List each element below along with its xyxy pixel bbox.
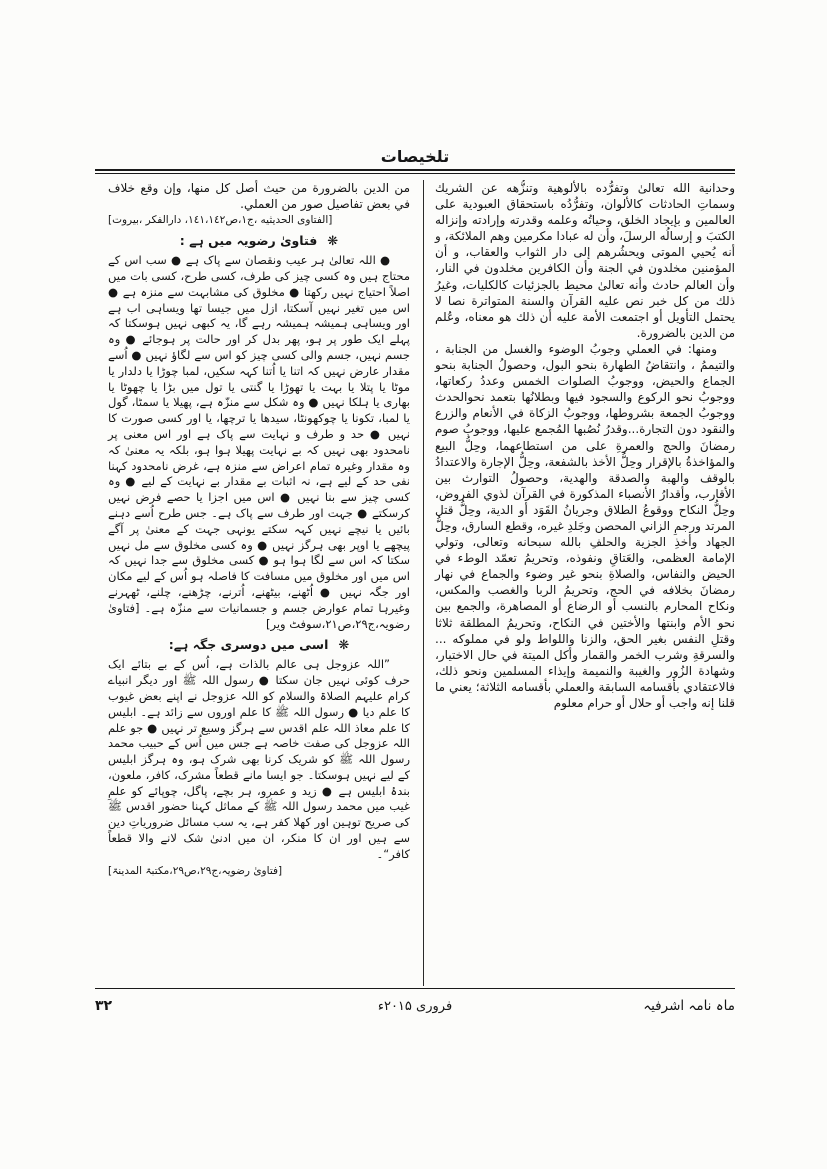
urdu-column-continuation: من الدين بالضرورة من حيث أصل كل منها، وإن وقع خلاف في بعض تفاصيل صور من العملي. [108, 181, 410, 212]
footer-magazine-name: ماہ نامہ اشرفیہ [643, 998, 735, 1014]
arabic-paragraph-continuation: وحدانية الله تعالىٰ وتفرُّده بالألوهية وتنزُّهه عن الشريك وسماتِ الحادثات كالألوان، وتفرُّدُه باستحقاق العبودية على العالمين و بإيجاد الخلق، وحياتُه وعلمه وقدرته وإرادته وإنزاله الكتبَ و إرسالُه الرسلَ، وأن له عبادا مكرمين وهم الملائكة، و أنه يُحيي الموتى ويحشُرهم إلى دار الثواب والعقاب، و أن المؤمنين مخلدون في الجنة وأن الكافرين مخلدون في النار، وأن العالم حادث وأنه تعالىٰ محيط بالجزئيات كالكليات، وغيرُ ذلك من كل خبر نص عليه القرآن والسنة المتواترة نصا لا يحتمل التأويل أو اجتمعت الأمة عليه أن ذلك هو معناه، وعُلم من الدين بالضرورة. [435, 181, 735, 340]
column-divider [423, 180, 424, 986]
right-column-arabic [424, 180, 735, 986]
header-divider [95, 169, 735, 174]
left-column-urdu [106, 180, 423, 986]
page-title: تلخیصات [380, 147, 450, 166]
citation-fatawa-hadithiyya: [الفتاوى الحديثيه ،ج١،ص١٤١،١٤٢، دارالفكر ،بيروت] [108, 214, 333, 227]
flower-ornament-icon: ❋ [338, 638, 350, 654]
heading-fatawa-razawiyya [108, 233, 410, 249]
flower-ornament-icon: ❋ [327, 234, 339, 250]
two-column-body [95, 180, 735, 986]
heading-fatawa-razawiyya-label: فتاویٰ رضویہ میں ہے : [179, 233, 318, 249]
page-content [95, 147, 735, 986]
page-footer [95, 988, 735, 1014]
heading-second-quote-label: اسی میں دوسری جگہ ہے: [168, 637, 329, 653]
heading-second-quote [108, 637, 410, 653]
citation-fatawa-razawiyya-maktaba-madina: [فتاویٰ رضویہ،ج۲۹،ص۲۹،مکتبۃ المدینۃ] [108, 864, 283, 877]
urdu-body-attributes-of-allah: ● اللہ تعالیٰ ہر عیب ونقصان سے پاک ہے ● سب اس کے محتاج ہیں وہ کسی چیز کی طرف، کسی طرح، کسی بات میں اصلاً احتیاج نہیں رکھتا ● مخلوق کی مشابہت سے منزہ ہے ● اس میں تغیر نہیں آسکتا، ازل میں جیسا تھا ویساہی اب ہے اور ویساہی ہمیشہ ہمیشہ رہے گا، یہ کبھی نہیں ہوسکتا کہ پہلے ایک طور پر ہو، پھر بدل کر اور حالت پر ہوجائے ● وہ جسم نہیں، جسم والی کسی چیز کو اس سے لگاؤ نہیں ● اُسے مقدار عارض نہیں کہ اتنا یا اُتنا کہہ سکیں، لمبا چوڑا یا دلدار یا موٹا یا پتلا یا بہت یا تھوڑا یا گنتی یا تول میں بڑا یا چھوٹا یا بھاری یا ہلکا نہیں ● وہ شکل سے منزّہ ہے، پھیلا یا سمٹا، گول یا لمبا، تکونا یا چوکھونٹا، سیدھا یا ترچھا، یا اور کسی صورت کا نہیں ● حد و طرف و نہایت سے پاک ہے اور اس معنی پر نامحدود بھی نہیں کہ بے نہایت پھیلا ہوا ہو، بلکہ یہ معنیٰ کہ وہ مقدار وغیرہ تمام اعراض سے منزہ ہے، غرض نامحدود کہنا نفی حد کے لیے ہے، نہ اثبات بے مقدار بے نہایت کے لیے ● وہ کسی چیز سے بنا نہیں ● اس میں اجزا یا حصے فرض نہیں کرسکتے ● جہت اور طرف سے پاک ہے۔ جس طرح اُسے دہنے بائیں یا نیچے نہیں کہہ سکتے یونہی جہت کے معنیٰ پر آگے پیچھے یا اوپر بھی ہرگز نہیں ● وہ کسی مخلوق سے مل نہیں سکتا کہ اس سے لگا ہوا ہو ● کسی مخلوق سے جدا نہیں کہ اس میں اور مخلوق میں مسافت کا فاصلہ ہو اُس کے لیے مکان اور جگہ نہیں ● اُٹھنے، بیٹھنے، اُترنے، چڑھنے، چلنے، ٹھہرنے وغیرہا تمام عوارض جسم و جسمانیات سے منزّہ ہے۔ [فتاویٰ رضویہ،ج۲۹،ص۲۱،سوفٹ ویر] [108, 253, 410, 631]
arabic-paragraph-amali: ومنها: في العملي وجوبُ الوضوء والغسل من الجنابة ، والتيممُ ، وانتقاضُ الطهارة بنحو البول، وحصولُ الجنابة بنحو الجماع والحيض، ووجوبُ الصلوات الخمس وعددُ ركعاتها، ووجوبُ نحو الركوع والسجود فيها وبطلانُها بتعمد نحوالحدث ووجوبُ الجمعة بشروطها، ووجوبُ الزكاة في الأنعام والزرع والنقود دون التجارة...وقدرُ نُصُبها المُجمع عليها، ووجوبُ صوم رمضانَ والحج والعمرةِ على من استطاعهما، وحِلُّ البيع والمؤاخذةُ بالإقرار وحِلُّ الأخذ بالشفعة، وحِلُّ الإجارة والاعتدادُ بالوقف والهبة والصدقة والهدية، وحصولُ التوارث بين الأقارب، وأقدارُ الأنصباء المذكورة في القرآن لذوي الفروض، وحِلُّ النكاح ووقوعُ الطلاق وجريانُ القَوَد أو الدية، وحِلُّ قتل المرتد ورجمِ الزاني المحصن وجَلدِ غيره، وقطع السارق، وحِلُّ الجهاد وأخذِ الجزية والحلفِ بالله سبحانه وتعالى، وتولي الإمامة العظمى، والعَتاقِ ونفوذه، وتحريمُ تعمّد الوطء في الحيض والنفاس، والصلاةِ بنحو غير وضوء والجماع في نهار رمضانَ بخلافه في الحج، وتحريمُ الربا والغصب والمكس، ونكاح المحارم بالنسب أو الرضاع أو المصاهرة، والجمع بين نحو الأم وابنتها والأختين في النكاح، وتحريمُ المطلقة ثلاثا وقتلِ النفس بغير الحق، والزنا واللواط ولو في مملوكه ... والسرقةِ وشرب الخمر والقمار وأكل الميتة في حال الاختيار، وشهادة الزُور والغيبة والنميمة وإيذاء المسلمين ونحو ذلك، فالاعتقادي بأقسامه السابقة والعملي بأقسامه الثلاثة؛ يعني ما قلنا إنه واجب أو حلال أو حرام معلوم [435, 341, 735, 710]
footer-page-number: ۳۲ [95, 998, 113, 1014]
footer-issue-date: فروری ۲۰۱۵ء [377, 999, 453, 1014]
urdu-body-knowledge-of-allah: ”اللہ عزوجل ہی عالم بالذات ہے، اُس کے بے بتائے ایک حرف کوئی نہیں جان سکتا ● رسول اللہ ﷺ اور دیگر انبیاے کرام علیہم الصلاۃ والسلام کو اللہ عزوجل نے اپنے بعض غیوب کا علم دیا ● رسول اللہ ﷺ کا علم اوروں سے زائد ہے۔ ابلیس کا علم معاذ اللہ علم اقدس سے ہرگز وسیع تر نہیں ● جو علم اللہ عزوجل کی صفت خاصہ ہے جس میں اُس کے حبیب محمد رسول اللہ ﷺ کو شریک کرنا بھی شرک ہو، وہ ہرگز ابلیس کے لیے نہیں ہوسکتا۔ جو ایسا مانے قطعاً مشرک، کافر، ملعون، بندۂ ابلیس ہے ● زید و عمرو، ہر بچے، پاگل، چوپائے کو علمِ غیب میں محمد رسول اللہ ﷺ کے مماثل کہنا حضور اقدس ﷺ کی صریح توہین اور کھلا کفر ہے، یہ سب مسائل ضروریاتِ دین سے ہیں اور ان کا منکر، ان میں ادنیٰ شک لانے والا قطعاً کافر“۔ [108, 657, 410, 861]
